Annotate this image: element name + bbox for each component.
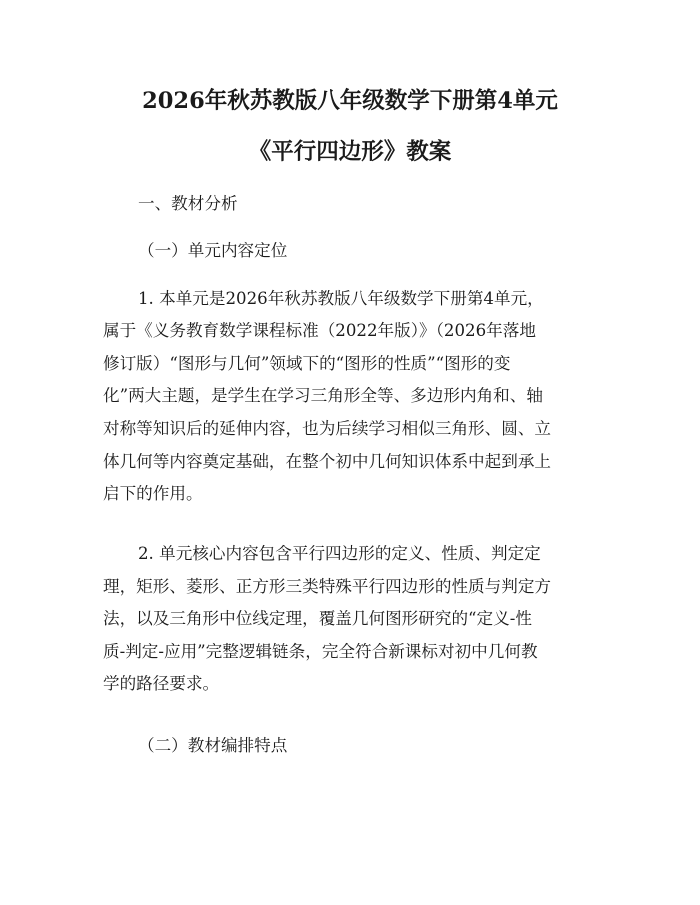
paragraph-line: 理，矩形、菱形、正方形三类特殊平行四边形的性质与判定方	[103, 577, 552, 596]
paragraph-line: 对称等知识后的延伸内容，也为后续学习相似三角形、圆、立	[103, 419, 552, 438]
paragraph-line: 2. 单元核心内容包含平行四边形的定义、性质、判定定	[138, 544, 541, 563]
paragraph-line: 1. 本单元是2026年秋苏教版八年级数学下册第4单元，	[138, 289, 544, 308]
section-heading-textbook-analysis: 一、教材分析	[138, 194, 238, 213]
paragraph-line: 化”两大主题，是学生在学习三角形全等、多边形内角和、轴	[103, 386, 543, 405]
paragraph-line: 学的路径要求。	[103, 674, 220, 693]
paragraph-line: 修订版）“图形与几何”领域下的“图形的性质”“图形的变	[103, 354, 511, 373]
paragraph-line: 启下的作用。	[103, 484, 203, 503]
subsection-heading-unit-positioning: （一）单元内容定位	[138, 241, 288, 260]
document-title-line-2: 《平行四边形》教案	[248, 139, 452, 165]
paragraph-line: 质-判定-应用”完整逻辑链条，完全符合新课标对初中几何教	[103, 642, 538, 661]
paragraph-line: 法，以及三角形中位线定理，覆盖几何图形研究的“定义-性	[103, 609, 532, 628]
paragraph-line: 体几何等内容奠定基础，在整个初中几何知识体系中起到承上	[103, 452, 552, 471]
subsection-heading-textbook-layout: （二）教材编排特点	[138, 736, 288, 755]
document-title-line-1: 2026年秋苏教版八年级数学下册第4单元	[142, 88, 558, 114]
paragraph-line: 属于《义务教育数学课程标准（2022年版）》（2026年落地	[103, 321, 536, 340]
